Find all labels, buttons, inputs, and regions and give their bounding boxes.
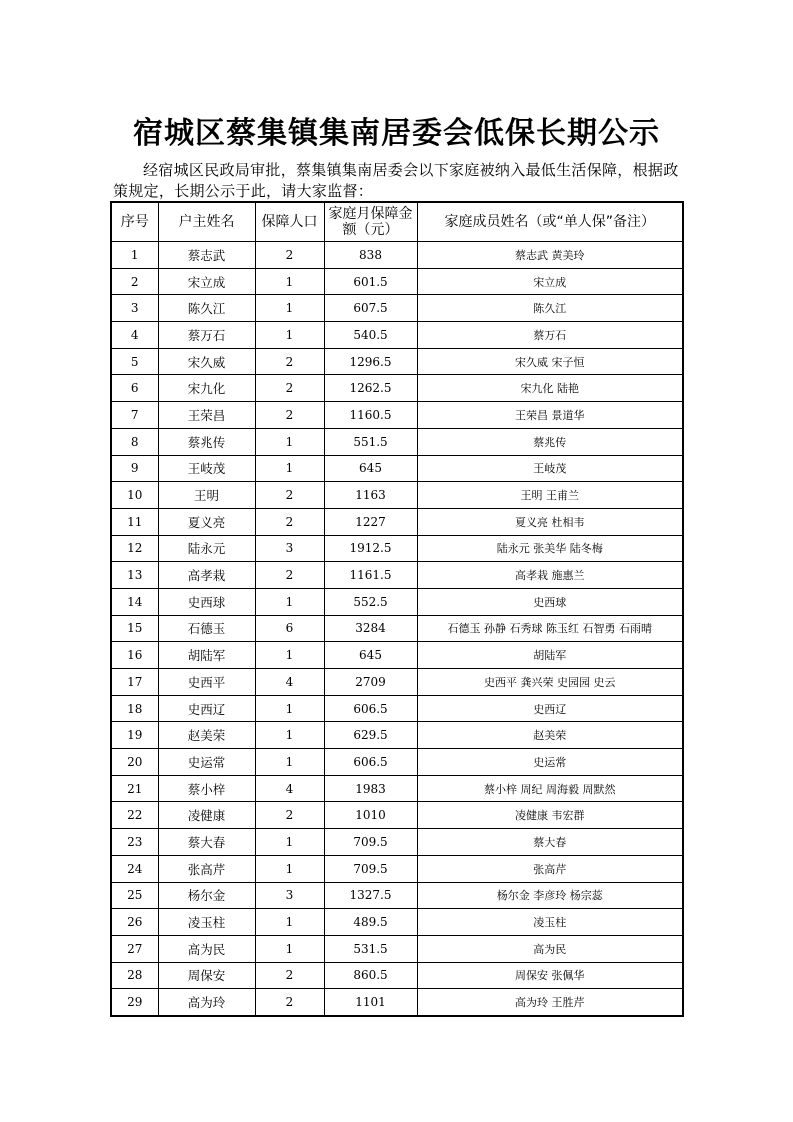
- cell-serial: 12: [111, 535, 158, 562]
- cell-serial: 8: [111, 428, 158, 455]
- cell-monthly-amount: 1161.5: [324, 562, 417, 589]
- cell-serial: 20: [111, 749, 158, 776]
- cell-covered-people: 2: [255, 348, 324, 375]
- cell-covered-people: 1: [255, 268, 324, 295]
- cell-householder: 张高芹: [158, 855, 255, 882]
- cell-covered-people: 1: [255, 322, 324, 349]
- cell-householder: 蔡万石: [158, 322, 255, 349]
- cell-covered-people: 1: [255, 909, 324, 936]
- cell-family-members: 高为民: [417, 935, 683, 962]
- cell-householder: 凌健康: [158, 802, 255, 829]
- cell-serial: 6: [111, 375, 158, 402]
- cell-serial: 21: [111, 775, 158, 802]
- cell-householder: 蔡大春: [158, 829, 255, 856]
- cell-serial: 23: [111, 829, 158, 856]
- cell-monthly-amount: 2709: [324, 669, 417, 696]
- header-family-members: 家庭成员姓名（或“单人保”备注）: [417, 202, 683, 242]
- cell-householder: 高为玲: [158, 989, 255, 1016]
- cell-monthly-amount: 709.5: [324, 829, 417, 856]
- cell-serial: 26: [111, 909, 158, 936]
- cell-covered-people: 1: [255, 935, 324, 962]
- table-row: [111, 482, 683, 509]
- cell-householder: 蔡志武: [158, 242, 255, 269]
- cell-serial: 28: [111, 962, 158, 989]
- cell-serial: 9: [111, 455, 158, 482]
- cell-family-members: 蔡大春: [417, 829, 683, 856]
- page-title: 宿城区蔡集镇集南居委会低保长期公示: [133, 116, 660, 151]
- cell-serial: 24: [111, 855, 158, 882]
- cell-serial: 22: [111, 802, 158, 829]
- cell-covered-people: 1: [255, 749, 324, 776]
- cell-family-members: 王岐茂: [417, 455, 683, 482]
- table-row: [111, 829, 683, 856]
- cell-covered-people: 2: [255, 482, 324, 509]
- cell-householder: 杨尔金: [158, 882, 255, 909]
- cell-householder: 蔡小梓: [158, 775, 255, 802]
- table-row: [111, 935, 683, 962]
- cell-covered-people: 1: [255, 588, 324, 615]
- cell-householder: 史西辽: [158, 695, 255, 722]
- table-row: [111, 749, 683, 776]
- table-row: [111, 508, 683, 535]
- cell-serial: 16: [111, 642, 158, 669]
- cell-family-members: 史西平 龚兴荣 史园园 史云: [417, 669, 683, 696]
- cell-monthly-amount: 607.5: [324, 295, 417, 322]
- table-row: [111, 775, 683, 802]
- cell-covered-people: 1: [255, 722, 324, 749]
- cell-monthly-amount: 551.5: [324, 428, 417, 455]
- cell-householder: 史运常: [158, 749, 255, 776]
- table-row: [111, 562, 683, 589]
- cell-monthly-amount: 1262.5: [324, 375, 417, 402]
- table-header-row: [111, 202, 683, 242]
- cell-monthly-amount: 709.5: [324, 855, 417, 882]
- table-row: [111, 989, 683, 1016]
- cell-family-members: 凌健康 韦宏群: [417, 802, 683, 829]
- cell-family-members: 陈久江: [417, 295, 683, 322]
- cell-covered-people: 1: [255, 829, 324, 856]
- cell-family-members: 王明 王甫兰: [417, 482, 683, 509]
- table-row: [111, 428, 683, 455]
- cell-serial: 29: [111, 989, 158, 1016]
- cell-family-members: 宋九化 陆艳: [417, 375, 683, 402]
- cell-serial: 11: [111, 508, 158, 535]
- cell-monthly-amount: 1296.5: [324, 348, 417, 375]
- header-householder: 户主姓名: [158, 202, 255, 242]
- cell-serial: 18: [111, 695, 158, 722]
- table-row: [111, 669, 683, 696]
- cell-covered-people: 2: [255, 802, 324, 829]
- cell-householder: 夏义亮: [158, 508, 255, 535]
- cell-family-members: 史运常: [417, 749, 683, 776]
- cell-covered-people: 1: [255, 428, 324, 455]
- cell-serial: 27: [111, 935, 158, 962]
- cell-covered-people: 2: [255, 375, 324, 402]
- cell-householder: 凌玉柱: [158, 909, 255, 936]
- cell-family-members: 高孝栽 施惠兰: [417, 562, 683, 589]
- cell-householder: 高孝栽: [158, 562, 255, 589]
- cell-serial: 10: [111, 482, 158, 509]
- cell-monthly-amount: 3284: [324, 615, 417, 642]
- cell-family-members: 杨尔金 李彦玲 杨宗蕊: [417, 882, 683, 909]
- cell-monthly-amount: 629.5: [324, 722, 417, 749]
- cell-covered-people: 1: [255, 642, 324, 669]
- cell-covered-people: 2: [255, 989, 324, 1016]
- cell-householder: 胡陆军: [158, 642, 255, 669]
- cell-covered-people: 1: [255, 455, 324, 482]
- header-monthly-amount: 家庭月保障金额（元）: [324, 202, 417, 242]
- cell-family-members: 石德玉 孙静 石秀球 陈玉红 石智勇 石雨晴: [417, 615, 683, 642]
- cell-covered-people: 2: [255, 562, 324, 589]
- cell-covered-people: 6: [255, 615, 324, 642]
- header-serial: 序号: [111, 202, 158, 242]
- cell-householder: 宋久威: [158, 348, 255, 375]
- table-row: [111, 242, 683, 269]
- cell-covered-people: 3: [255, 882, 324, 909]
- cell-monthly-amount: 860.5: [324, 962, 417, 989]
- low-income-table: [110, 201, 684, 1017]
- cell-householder: 史西球: [158, 588, 255, 615]
- table-row: [111, 722, 683, 749]
- cell-family-members: 宋立成: [417, 268, 683, 295]
- cell-householder: 宋立成: [158, 268, 255, 295]
- cell-monthly-amount: 1163: [324, 482, 417, 509]
- cell-householder: 王明: [158, 482, 255, 509]
- cell-monthly-amount: 606.5: [324, 695, 417, 722]
- cell-family-members: 凌玉柱: [417, 909, 683, 936]
- table-row: [111, 642, 683, 669]
- cell-family-members: 蔡志武 黄美玲: [417, 242, 683, 269]
- cell-family-members: 张高芹: [417, 855, 683, 882]
- table-row: [111, 615, 683, 642]
- cell-householder: 王荣昌: [158, 402, 255, 429]
- cell-monthly-amount: 1327.5: [324, 882, 417, 909]
- cell-householder: 陈久江: [158, 295, 255, 322]
- table-row: [111, 909, 683, 936]
- cell-householder: 周保安: [158, 962, 255, 989]
- cell-monthly-amount: 1160.5: [324, 402, 417, 429]
- cell-householder: 王岐茂: [158, 455, 255, 482]
- cell-covered-people: 2: [255, 242, 324, 269]
- cell-serial: 13: [111, 562, 158, 589]
- cell-monthly-amount: 1010: [324, 802, 417, 829]
- cell-monthly-amount: 1101: [324, 989, 417, 1016]
- cell-monthly-amount: 645: [324, 642, 417, 669]
- table-row: [111, 295, 683, 322]
- cell-householder: 高为民: [158, 935, 255, 962]
- cell-householder: 赵美荣: [158, 722, 255, 749]
- cell-serial: 3: [111, 295, 158, 322]
- cell-covered-people: 1: [255, 295, 324, 322]
- cell-covered-people: 2: [255, 962, 324, 989]
- cell-monthly-amount: 1912.5: [324, 535, 417, 562]
- cell-family-members: 高为玲 王胜芹: [417, 989, 683, 1016]
- cell-serial: 7: [111, 402, 158, 429]
- cell-family-members: 赵美荣: [417, 722, 683, 749]
- table-row: [111, 695, 683, 722]
- table-row: [111, 588, 683, 615]
- cell-serial: 4: [111, 322, 158, 349]
- table-row: [111, 402, 683, 429]
- table-row: [111, 855, 683, 882]
- cell-monthly-amount: 838: [324, 242, 417, 269]
- table-row: [111, 535, 683, 562]
- cell-family-members: 胡陆军: [417, 642, 683, 669]
- cell-serial: 2: [111, 268, 158, 295]
- cell-family-members: 蔡万石: [417, 322, 683, 349]
- table-row: [111, 802, 683, 829]
- cell-family-members: 史西辽: [417, 695, 683, 722]
- cell-serial: 5: [111, 348, 158, 375]
- cell-householder: 史西平: [158, 669, 255, 696]
- cell-family-members: 蔡小梓 周纪 周海毅 周默然: [417, 775, 683, 802]
- cell-householder: 蔡兆传: [158, 428, 255, 455]
- cell-family-members: 陆永元 张美华 陆冬梅: [417, 535, 683, 562]
- cell-monthly-amount: 601.5: [324, 268, 417, 295]
- cell-monthly-amount: 531.5: [324, 935, 417, 962]
- cell-serial: 1: [111, 242, 158, 269]
- cell-family-members: 史西球: [417, 588, 683, 615]
- cell-family-members: 周保安 张佩华: [417, 962, 683, 989]
- cell-serial: 19: [111, 722, 158, 749]
- cell-monthly-amount: 645: [324, 455, 417, 482]
- cell-covered-people: 1: [255, 855, 324, 882]
- cell-covered-people: 3: [255, 535, 324, 562]
- cell-covered-people: 1: [255, 695, 324, 722]
- cell-covered-people: 2: [255, 402, 324, 429]
- cell-monthly-amount: 1983: [324, 775, 417, 802]
- cell-family-members: 王荣昌 景道华: [417, 402, 683, 429]
- cell-serial: 14: [111, 588, 158, 615]
- cell-monthly-amount: 489.5: [324, 909, 417, 936]
- cell-serial: 25: [111, 882, 158, 909]
- cell-covered-people: 2: [255, 508, 324, 535]
- cell-monthly-amount: 540.5: [324, 322, 417, 349]
- cell-monthly-amount: 1227: [324, 508, 417, 535]
- cell-monthly-amount: 552.5: [324, 588, 417, 615]
- table-row: [111, 962, 683, 989]
- cell-covered-people: 4: [255, 775, 324, 802]
- cell-householder: 宋九化: [158, 375, 255, 402]
- intro-paragraph: 经宿城区民政局审批，蔡集镇集南居委会以下家庭被纳入最低生活保障，根据政策规定，长期公示于此，请大家监督：: [113, 161, 679, 200]
- cell-family-members: 蔡兆传: [417, 428, 683, 455]
- table-row: [111, 375, 683, 402]
- table-row: [111, 268, 683, 295]
- cell-covered-people: 4: [255, 669, 324, 696]
- header-covered-people: 保障人口: [255, 202, 324, 242]
- table-row: [111, 348, 683, 375]
- cell-family-members: 宋久威 宋子恒: [417, 348, 683, 375]
- table-row: [111, 322, 683, 349]
- cell-householder: 石德玉: [158, 615, 255, 642]
- cell-family-members: 夏义亮 杜相韦: [417, 508, 683, 535]
- table-row: [111, 455, 683, 482]
- cell-serial: 17: [111, 669, 158, 696]
- cell-monthly-amount: 606.5: [324, 749, 417, 776]
- cell-householder: 陆永元: [158, 535, 255, 562]
- cell-serial: 15: [111, 615, 158, 642]
- table-row: [111, 882, 683, 909]
